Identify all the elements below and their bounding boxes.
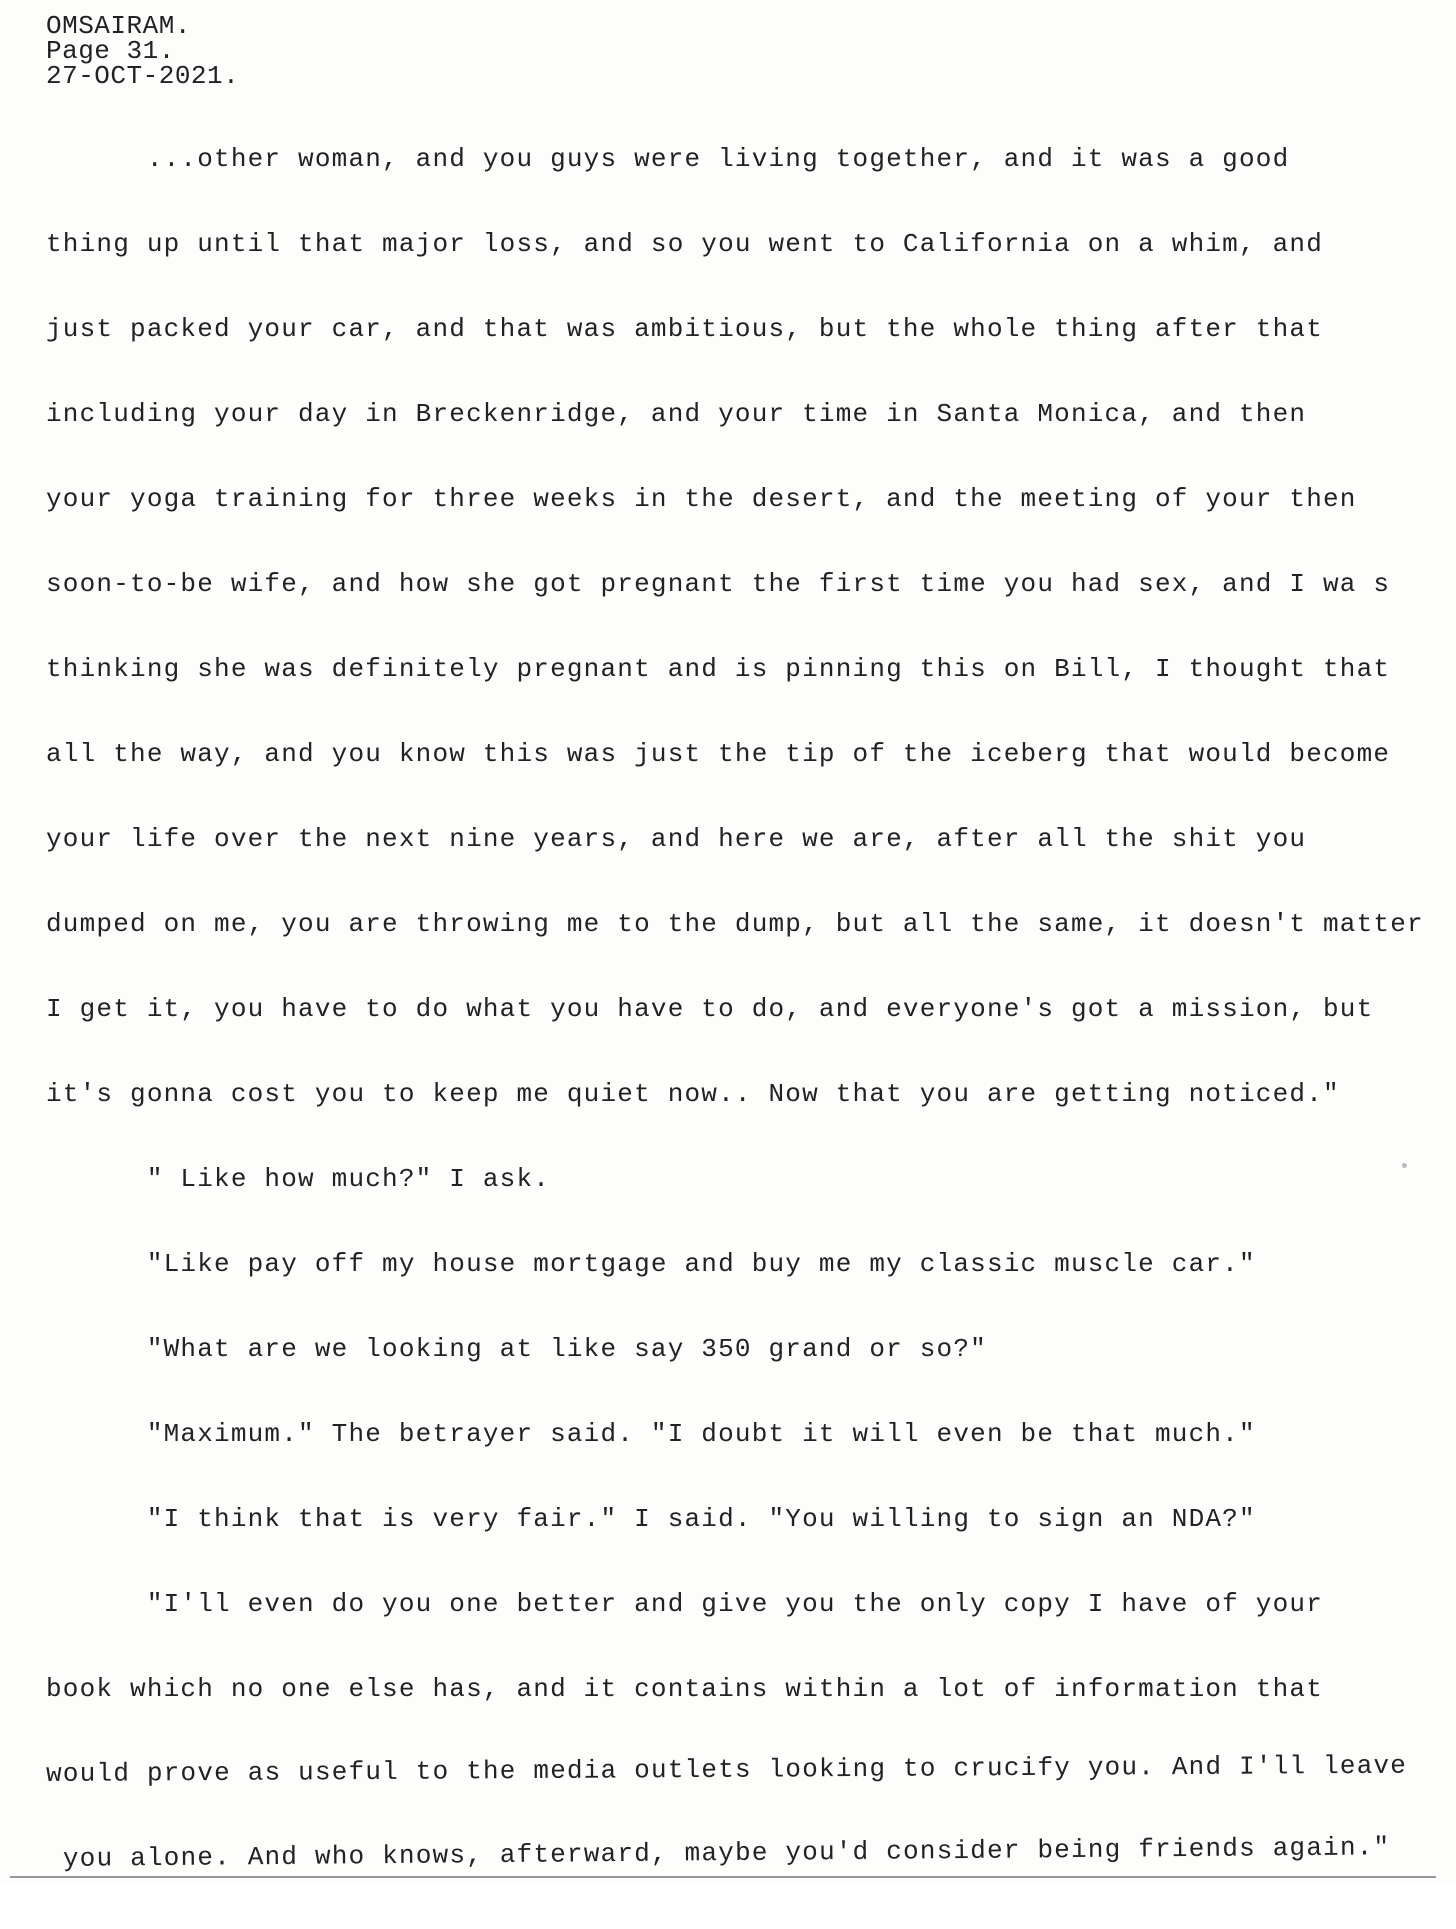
text-line: your yoga training for three weeks in the desert, and the meeting of your then	[46, 484, 1357, 514]
text-line: you alone. And who knows, afterward, maybe you'd consider being friends again."	[46, 1832, 1391, 1874]
header-title: OMSAIRAM.	[46, 11, 191, 41]
text-line: would prove as useful to the media outlets looking to crucify you. And I'll leave	[46, 1750, 1408, 1789]
text-line: "What are we looking at like say 350 grand or so?"	[46, 1334, 987, 1364]
text-line: thing up until that major loss, and so you went to California on a whim, and	[46, 229, 1323, 259]
text-line: ...other woman, and you guys were living together, and it was a good	[46, 144, 1290, 174]
text-line: "Maximum." The betrayer said. "I doubt it will even be that much."	[46, 1419, 1256, 1449]
header-date: 27-OCT-2021.	[46, 61, 240, 91]
page-header	[46, 11, 240, 91]
text-line: dumped on me, you are throwing me to the dump, but all the same, it doesn't matter	[46, 909, 1424, 939]
ink-speck	[1402, 1163, 1407, 1168]
text-line: "Like pay off my house mortgage and buy me my classic muscle car."	[46, 1249, 1256, 1279]
text-line: book which no one else has, and it contains within a lot of information that	[46, 1674, 1323, 1704]
text-line: it's gonna cost you to keep me quiet now.. Now that you are getting noticed."	[46, 1079, 1340, 1109]
text-line: "I think that is very fair." I said. "You willing to sign an NDA?"	[46, 1504, 1256, 1534]
text-line: soon-to-be wife, and how she got pregnant the first time you had sex, and I wa s	[46, 569, 1391, 599]
header-page-number: Page 31.	[46, 36, 175, 66]
text-line: just packed your car, and that was ambitious, but the whole thing after that	[46, 314, 1323, 344]
text-line: thinking she was definitely pregnant and is pinning this on Bill, I thought that	[46, 654, 1391, 684]
text-line: "I'll even do you one better and give you the only copy I have of your	[46, 1589, 1323, 1619]
text-line: I get it, you have to do what you have to do, and everyone's got a mission, but	[46, 994, 1374, 1024]
text-line: including your day in Breckenridge, and your time in Santa Monica, and then	[46, 399, 1307, 429]
text-line: " Like how much?" I ask.	[46, 1164, 551, 1194]
text-line: all the way, and you know this was just the tip of the iceberg that would become	[46, 739, 1391, 769]
page-bottom-edge	[10, 1876, 1436, 1878]
text-line: your life over the next nine years, and here we are, after all the shit you	[46, 824, 1307, 854]
manuscript-body	[46, 144, 1446, 1929]
